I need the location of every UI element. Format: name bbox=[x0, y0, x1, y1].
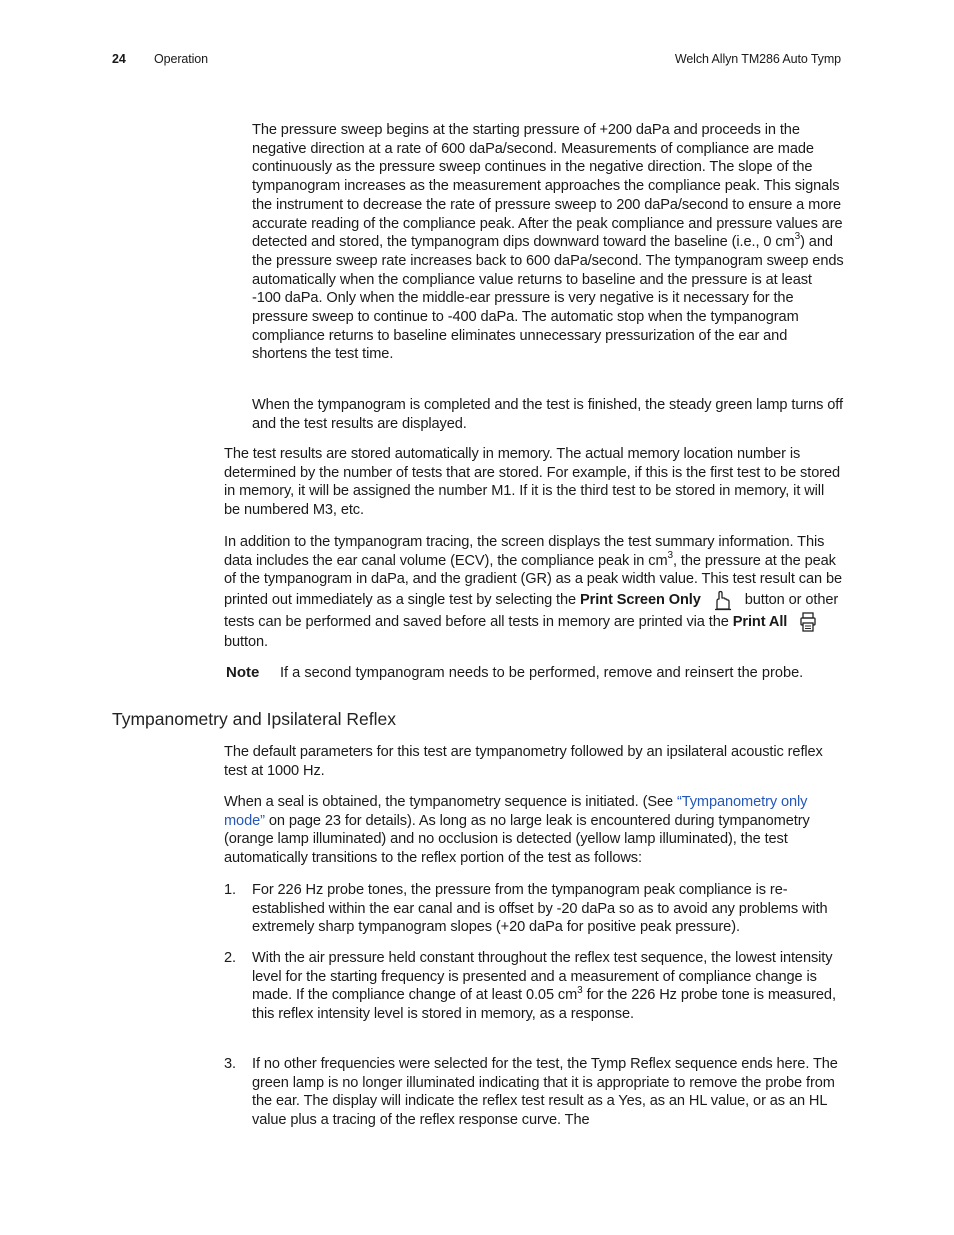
print-all-label: Print All bbox=[732, 613, 788, 630]
link-tympanometry-only-mode[interactable]: “Tympanometry only mode” bbox=[224, 794, 808, 829]
paragraph-test-summary: In addition to the tympanogram tracing, the screen displays the test summary information. This data includes the ear canal volume (ECV), the compliance peak in $cm^3$, the pressure at the peak of the tympanogram in daPa, and the gradient (GR) as a peak width value. This test result can be printed out immediately as a single test by selecting the Print Screen Only button or other tests can be performed and saved before all tests in memory are printed via the Print All button. bbox=[224, 534, 843, 651]
paragraph-default-parameters: The default parameters for this test are tympanometry followed by an ipsilateral acoustic reflex test at 1000 Hz. bbox=[224, 744, 823, 779]
document-title: Welch Allyn TM286 Auto Tymp bbox=[674, 52, 841, 66]
note bbox=[226, 664, 804, 683]
section-name: Operation bbox=[154, 52, 208, 66]
paragraph-pressure-sweep: The pressure sweep begins at the starting pressure of +200 daPa and proceeds in the negative direction at a rate of 600 daPa/second. Measurements of compliance are made continuously as the pressure sweep continues in the negative direction. The slope of the tympanogram increases as the measurement approaches the compliance peak. This signals the instrument to decrease the rate of pressure sweep to 200 daPa/second to ensure a more accurate reading of the compliance peak. After the peak compliance and pressure values are detected and stored, the tympanogram dips downward toward the baseline (i.e., 0 $cm^3$) and the pressure sweep rate increases back to 600 daPa/second. The tympanogram sweep ends automatically when the compliance value returns to baseline and the pressure is at least -100 daPa. Only when the middle-ear pressure is very negative is it necessary for the pressure sweep to continue to -400 daPa. The automatic stop when the tympanogram compliance returns to baseline eliminates unnecessary pressurization of the ear and shortens the test time. bbox=[252, 122, 844, 363]
section-heading: Tympanometry and Ipsilateral Reflex bbox=[112, 709, 397, 729]
note-text: If a second tympanogram needs to be performed, remove and reinsert the probe. bbox=[280, 665, 804, 681]
note-label: Note bbox=[226, 664, 260, 681]
paragraph-seal-obtained: When a seal is obtained, the tympanometry sequence is initiated. (See “Tympanometry only mode” on page 23 for details). As long as no large leak is encountered during tympanometry (orange lamp illuminated) and no occlusion is detected (yellow lamp illuminated), the test automatically transitions to the reflex portion of the test as follows: bbox=[224, 794, 810, 867]
paragraph-test-complete: When the tympanogram is completed and the test is finished, the steady green lamp turns off and the test results are displayed. bbox=[252, 397, 843, 432]
hand-press-icon bbox=[711, 589, 733, 611]
printer-icon bbox=[797, 611, 819, 633]
page-number: 24 bbox=[112, 52, 126, 66]
paragraph-memory-storage: The test results are stored automatically in memory. The actual memory location number is determined by the number of tests that are stored. For example, if this is the first test to be stored in memory, it will be assigned the number M1. If it is the third test to be stored in memory, it will be numbered M3, etc. bbox=[224, 446, 841, 519]
print-screen-only-label: Print Screen Only bbox=[580, 591, 701, 608]
